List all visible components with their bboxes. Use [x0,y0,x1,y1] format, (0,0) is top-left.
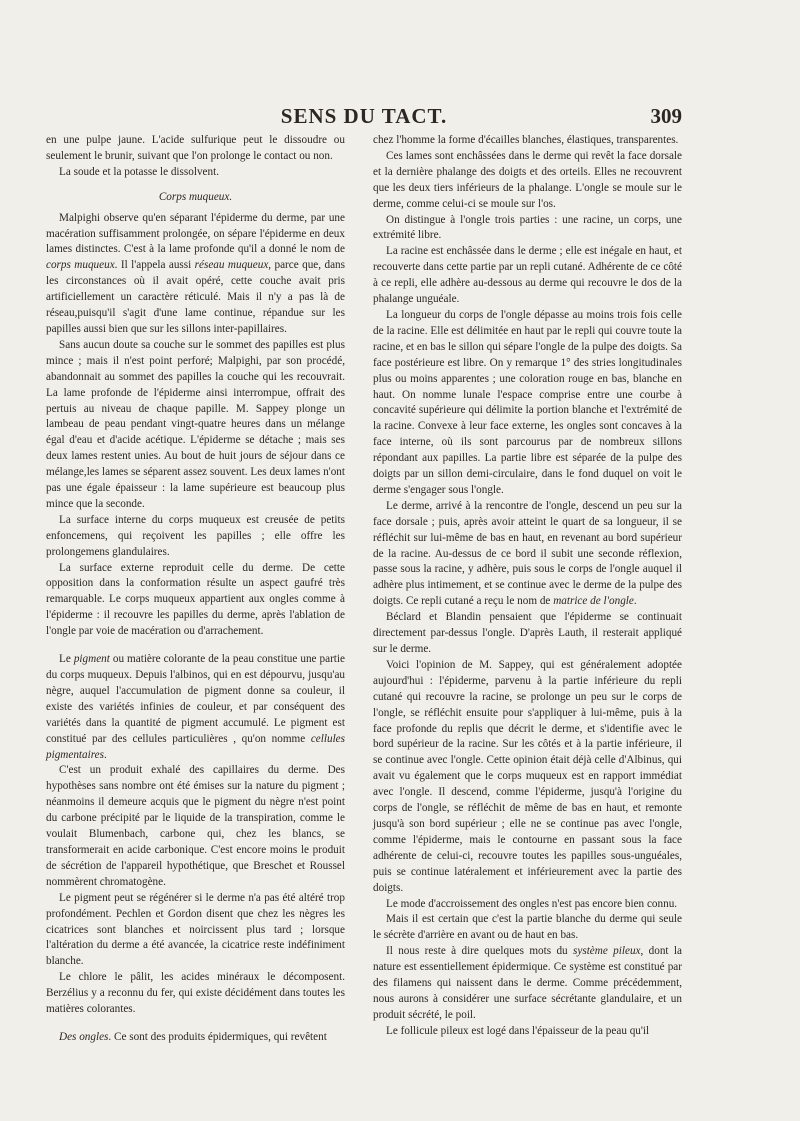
paragraph: La surface externe reproduit celle du derme. De cette opposition dans la conformation résulte un aspect gaufré très remarquable. Le corps muqueux appartient aux ongles comme à l'épiderme : il recouvre les papilles du derme, après l'ablation de l'ongle par voie de macération ou d'arrachement. [46,561,345,638]
paragraph: C'est un produit exhalé des capillaires du derme. Des hypothèses sans nombre ont été émises sur la nature du pigment ; néanmoins il demeure acquis que le pigment du nègre n'est point du carbone précipité par le liquide de la transpiration, comme le voulait Blumenbach, carbone qui, chez les blancs, se transformerait en acide carbonique. C'est encore moins le produit de sécrétion de l'appareil hypothétique, que Breschet et Roussel nommèrent chromatogène. [46,764,345,888]
paragraph: Ces lames sont enchâssées dans le derme qui revêt la face dorsale et la dernière phalange des doigts et des orteils. Elles ne recouvrent que les deux tiers inférieurs de la phalange. L'ongle se moule sur le derme, comme celui-ci se moule sur l'os. [373,149,682,210]
paragraph: en une pulpe jaune. L'acide sulfurique peut le dissoudre ou seulement le brunir, suivant que l'on prolonge le contact ou non. [46,134,345,162]
paragraph: Il nous reste à dire quelques mots du système pileux, dont la nature est essentiellement épidermique. Ce système est constitué par des filamens qui naissent dans le derme. Comme précédemment, nous aurons à considérer une surface sécrétante glandulaire, et un produit sécrété, le poil. [373,945,682,1021]
section-heading: Corps muqueux. [158,190,233,203]
emphasis: matrice de l'ongle [553,595,634,608]
emphasis: pigment [73,653,110,666]
paragraph: Le pigment ou matière colorante de la peau constitue une partie du corps muqueux. Depuis l'albinos, qui en est dépourvu, jusqu'au nègre, auquel l'accumulation de pigment donne sa couleur, il existe des variétés infinies de couleur, et par conséquent des variétés dans la quantité de pigment accumulé. Le pigment est constitué par des cellules particulières , qu'on nomme cellules pigmentaires. [46,653,345,761]
paragraph: Voici l'opinion de M. Sappey, qui est généralement adoptée aujourd'hui : l'épiderme, parvenu à la partie inférieure du repli cutané qui recouvre la racine, se prolonge un peu sur le corps de l'ongle, se réfléchit ensuite pour s'appliquer à lui-même, puis à la face profonde du replis que décrit le derme, et s'identifie avec le bord supérieur de la racine. Sur les côtés et à la partie inférieure, il se continue avec l'ongle. Cette opinion était déjà celle d'Albinus, qui avait vu également que le corps muqueux est en rapport immédiat avec l'ongle. Il descend, comme l'épiderme, jusqu'à l'origine du corps de l'ongle, se réfléchit de même de bas en haut, et remonte jusqu'à son bord supérieur ; elle ne se continue pas avec l'ongle, comme l'épiderme, mais le contourne en passant sous la face adhérente de celui-ci, recouvre toutes les papilles sous-unguéales, puis se continue latéralement et inférieurement avec la partie des doigts. [373,658,682,894]
paragraph: La surface interne du corps muqueux est creusée de petits enfoncemens, qui reçoivent les papilles ; elle offre les prolongemens glandulaires. [46,513,345,558]
paragraph: Des ongles. Ce sont des produits épidermiques, qui revêtent [59,1030,327,1043]
emphasis: système pileux [573,945,641,958]
page-number: 309 [650,104,682,128]
right-column [373,133,682,1040]
paragraph: La soude et la potasse le dissolvent. [59,165,220,178]
paragraph: Le mode d'accroissement des ongles n'est pas encore bien connu. [386,897,678,910]
running-title: SENS DU TACT. [280,104,448,128]
paragraph: La longueur du corps de l'ongle dépasse au moins trois fois celle de la racine. Elle est délimitée en haut par le repli qui couvre toute la racine, et en bas le sillon qui sépare l'ongle de la pulpe des doigts. Sa face postérieure est libre. On y remarque 1° des stries longitudinales plus ou moins apparentes ; une coloration rouge en bas, blanche en haut. On nomme lunale l'espace comprise entre une courbe à concavité supérieure qui délimite la portion blanche et l'extrémité de la racine. Convexe à leur face externe, les ongles sont concaves à la face interne, où ils sont parcourus par de nombreux sillons répondant aux papilles. La partie libre est séparée de la pulpe des doigts par un sillon demi-circulaire, dans le fond duquel on voit le derme s'engager sous l'ongle. [373,308,682,496]
page-header [46,104,682,132]
paragraph: Mais il est certain que c'est la partie blanche du derme qui seule le sécrète d'arrière en avant ou de haut en bas. [373,913,682,942]
left-column [46,133,345,1046]
emphasis: réseau muqueux [194,259,269,272]
paragraph: Le pigment peut se régénérer si le derme n'a pas été altéré trop profondément. Pechlen et Gordon disent que chez les nègres les cicatrices sont blanches et noircissent plus tard ; lorsque l'altération du derme a été avancée, la cicatrice reste indéfiniment blanche. [46,891,345,968]
emphasis: corps muqueux [46,259,115,272]
paragraph: chez l'homme la forme d'écailles blanches, élastiques, transparentes. [373,134,679,146]
paragraph: Le chlore le pâlit, les acides minéraux le décomposent. Berzélius y a reconnu du fer, qui existe décidément dans toutes les matières colorantes. [46,971,345,1016]
paragraph: Malpighi observe qu'en séparant l'épiderme du derme, par une macération suffisamment prolongée, on sépare l'épiderme en deux lames distinctes. C'est à la lame profonde qu'il a donné le nom de corps muqueux. Il l'appela aussi réseau muqueux, parce que, dans les circonstances où il avait opéré, cette couche avait pris artificiellement un caractère réticulé. Mais il n'y a pas là de réseau,puisqu'il s'agit d'une lame continue, répandue sur les papilles aussi bien que sur les sillons inter-papillaires. [46,211,345,335]
paragraph: On distingue à l'ongle trois parties : une racine, un corps, une extrémité libre. [373,213,682,242]
emphasis: Des ongles [59,1030,109,1043]
emphasis: cellules pigmentaires [46,732,345,761]
paragraph: Béclard et Blandin pensaient que l'épiderme se continuait directement par-dessus l'ongle. D'après Lauth, il resterait appliqué sur le derme. [373,611,682,655]
paragraph: Le derme, arrivé à la rencontre de l'ongle, descend un peu sur la face dorsale ; puis, après avoir atteint le quart de sa longueur, il se réfléchit sur lui-même de bas en haut, en revenant au bord supérieur de la racine. Au-dessus de ce bord il subit une seconde réflexion, passe sous la racine, y adhère, puis sous le corps de l'ongle auquel il adhère plus intimement, et se continue avec le derme de la pulpe des doigts. Ce repli cutané a reçu le nom de matrice de l'ongle. [373,499,682,608]
paragraph: Sans aucun doute sa couche sur le sommet des papilles est plus mince ; mais il n'est point perforé; Malpighi, par son procédé, abandonnait au sommet des papilles la couche qui les recouvrait. La lame profonde de l'épiderme ainsi interrompue, offrait des pertuis au niveau de chaque papille. M. Sappey plonge un lambeau de peau pendant vingt-quatre heures dans un mélange égal d'eau et d'acide acétique. L'épiderme se détache ; mais ses deux lames restent unies. Au bout de huit jours de séjour dans ce mélange,les lames se séparent assez souvent. Les deux lames n'ont pas une égale épaisseur : la lame supérieure est beaucoup plus mince que la seconde. [46,338,345,510]
paragraph: Le follicule pileux est logé dans l'épaisseur de la peau qu'il [386,1024,650,1037]
paragraph: La racine est enchâssée dans le derme ; elle est inégale en haut, et recouverte dans cette partie par un repli cutané. Adhérente de ce côté à ce repli, elle adhère au-dessous au derme qui recouvre le dos de la phalange unguéale. [373,245,682,306]
